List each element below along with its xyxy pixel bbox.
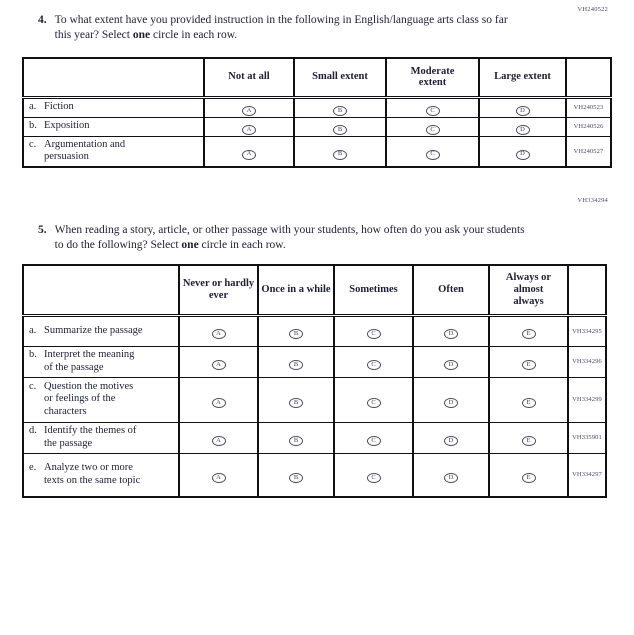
row-label bbox=[23, 117, 204, 136]
answer-bubble-b[interactable]: B bbox=[333, 125, 347, 135]
answer-bubble-a[interactable]: A bbox=[242, 150, 256, 160]
answer-bubble-b[interactable]: B bbox=[333, 106, 347, 116]
answer-bubble-a[interactable]: A bbox=[212, 473, 226, 483]
answer-bubble-a[interactable]: A bbox=[212, 398, 226, 408]
answer-bubble-d[interactable]: D bbox=[516, 106, 530, 116]
row-label bbox=[23, 97, 204, 117]
column-header-large-extent: Large extent bbox=[479, 58, 566, 97]
column-header-not-at-all: Not at all bbox=[204, 58, 294, 97]
table-row-identify-themes bbox=[23, 422, 606, 453]
row-label-text: Identify the themes of the passage bbox=[44, 425, 137, 449]
answer-bubble-b[interactable]: B bbox=[289, 360, 303, 370]
table-row-question-motives bbox=[23, 377, 606, 422]
answer-bubble-a[interactable]: A bbox=[212, 360, 226, 370]
row-label bbox=[23, 315, 179, 346]
question-5-prompt bbox=[55, 223, 527, 252]
row-letter: a. bbox=[29, 101, 37, 113]
answer-bubble-c[interactable]: C bbox=[426, 125, 440, 135]
column-header-sometimes: Sometimes bbox=[334, 265, 413, 315]
row-label-text: Fiction bbox=[44, 101, 74, 113]
answer-bubble-e[interactable]: E bbox=[522, 436, 536, 446]
question-5-accession-code: VH334294 bbox=[577, 197, 608, 204]
answer-bubble-e[interactable]: E bbox=[522, 473, 536, 483]
answer-bubble-c[interactable]: C bbox=[426, 150, 440, 160]
answer-bubble-d[interactable]: D bbox=[444, 436, 458, 446]
answer-bubble-a[interactable]: A bbox=[242, 106, 256, 116]
answer-bubble-e[interactable]: E bbox=[522, 360, 536, 370]
blank-header-cell bbox=[23, 265, 179, 315]
question-4-number: 4. bbox=[38, 14, 47, 26]
column-header-once-in-a-while: Once in a while bbox=[258, 265, 334, 315]
table-row-interpret bbox=[23, 346, 606, 377]
row-letter: d. bbox=[29, 425, 37, 437]
row-accession-code: VH334295 bbox=[568, 315, 606, 346]
row-label-text: Summarize the passage bbox=[44, 324, 143, 336]
answer-bubble-a[interactable]: A bbox=[212, 436, 226, 446]
row-accession-code: VH334297 bbox=[568, 453, 606, 497]
answer-bubble-c[interactable]: C bbox=[426, 106, 440, 116]
row-letter: b. bbox=[29, 120, 37, 132]
row-label-text: Analyze two or more texts on the same topic bbox=[44, 462, 141, 486]
blank-code-header-cell bbox=[566, 58, 611, 97]
row-letter: a. bbox=[29, 324, 37, 336]
question-4-prompt-text: To what extent have you provided instruction in the following in English/language arts class so far this year? Select bbox=[54, 14, 508, 41]
row-accession-code: VH335901 bbox=[568, 422, 606, 453]
row-accession-code: VH334299 bbox=[568, 377, 606, 422]
answer-bubble-a[interactable]: A bbox=[242, 125, 256, 135]
answer-bubble-c[interactable]: C bbox=[367, 398, 381, 408]
question-4-header-row bbox=[23, 58, 611, 97]
row-label bbox=[23, 453, 179, 497]
answer-bubble-e[interactable]: E bbox=[522, 398, 536, 408]
row-label bbox=[23, 346, 179, 377]
answer-bubble-b[interactable]: B bbox=[289, 398, 303, 408]
question-4 bbox=[38, 13, 527, 42]
question-5-prompt-bold: one bbox=[181, 238, 199, 251]
row-accession-code: VH334296 bbox=[568, 346, 606, 377]
row-label-text: Argumentation and persuasion bbox=[44, 138, 126, 163]
question-5-table bbox=[22, 264, 607, 498]
row-label bbox=[23, 377, 179, 422]
answer-bubble-d[interactable]: D bbox=[444, 398, 458, 408]
blank-code-header-cell bbox=[568, 265, 606, 315]
question-5-header-row bbox=[23, 265, 606, 315]
answer-bubble-b[interactable]: B bbox=[289, 436, 303, 446]
answer-bubble-b[interactable]: B bbox=[289, 329, 303, 339]
row-label-text: Question the motives or feelings of the characters bbox=[44, 380, 134, 417]
answer-bubble-a[interactable]: A bbox=[212, 329, 226, 339]
table-row-summarize bbox=[23, 315, 606, 346]
answer-bubble-c[interactable]: C bbox=[367, 329, 381, 339]
row-label bbox=[23, 422, 179, 453]
answer-bubble-c[interactable]: C bbox=[367, 436, 381, 446]
answer-bubble-c[interactable]: C bbox=[367, 360, 381, 370]
row-letter: e. bbox=[29, 462, 37, 474]
row-letter: c. bbox=[29, 380, 37, 392]
question-4-prompt-bold: one bbox=[132, 28, 151, 41]
question-5 bbox=[38, 223, 527, 252]
question-5-number: 5. bbox=[38, 224, 47, 236]
answer-bubble-d[interactable]: D bbox=[516, 125, 530, 135]
question-4-prompt bbox=[55, 13, 527, 42]
answer-bubble-c[interactable]: C bbox=[367, 473, 381, 483]
answer-bubble-e[interactable]: E bbox=[522, 329, 536, 339]
table-row-exposition bbox=[23, 117, 611, 136]
answer-bubble-d[interactable]: D bbox=[444, 329, 458, 339]
row-label-text: Interpret the meaning of the passage bbox=[44, 349, 135, 373]
table-row-analyze-texts bbox=[23, 453, 606, 497]
row-letter: b. bbox=[29, 349, 37, 361]
row-accession-code: VH240526 bbox=[566, 117, 611, 136]
row-label-text: Exposition bbox=[44, 120, 90, 132]
answer-bubble-d[interactable]: D bbox=[444, 473, 458, 483]
row-accession-code: VH240523 bbox=[566, 97, 611, 117]
question-4-prompt-tail: circle in each row. bbox=[150, 28, 238, 41]
question-4-table bbox=[22, 57, 612, 168]
column-header-never: Never or hardly ever bbox=[179, 265, 258, 315]
row-letter: c. bbox=[29, 138, 37, 150]
blank-header-cell bbox=[23, 58, 204, 97]
column-header-often: Often bbox=[413, 265, 489, 315]
answer-bubble-b[interactable]: B bbox=[333, 150, 347, 160]
question-4-accession-code: VH240522 bbox=[577, 6, 608, 13]
answer-bubble-d[interactable]: D bbox=[444, 360, 458, 370]
answer-bubble-d[interactable]: D bbox=[516, 150, 530, 160]
table-row-fiction bbox=[23, 97, 611, 117]
row-accession-code: VH240527 bbox=[566, 136, 611, 167]
row-label bbox=[23, 136, 204, 167]
column-header-moderate-extent: Moderate extent bbox=[386, 58, 479, 97]
question-5-prompt-tail: circle in each row. bbox=[198, 238, 286, 251]
column-header-small-extent: Small extent bbox=[294, 58, 386, 97]
table-row-argumentation bbox=[23, 136, 611, 167]
column-header-always: Always or almost always bbox=[489, 265, 568, 315]
answer-bubble-b[interactable]: B bbox=[289, 473, 303, 483]
question-5-prompt-text: When reading a story, article, or other passage with your students, how often do you ask your students to do the following? Select bbox=[54, 224, 525, 251]
